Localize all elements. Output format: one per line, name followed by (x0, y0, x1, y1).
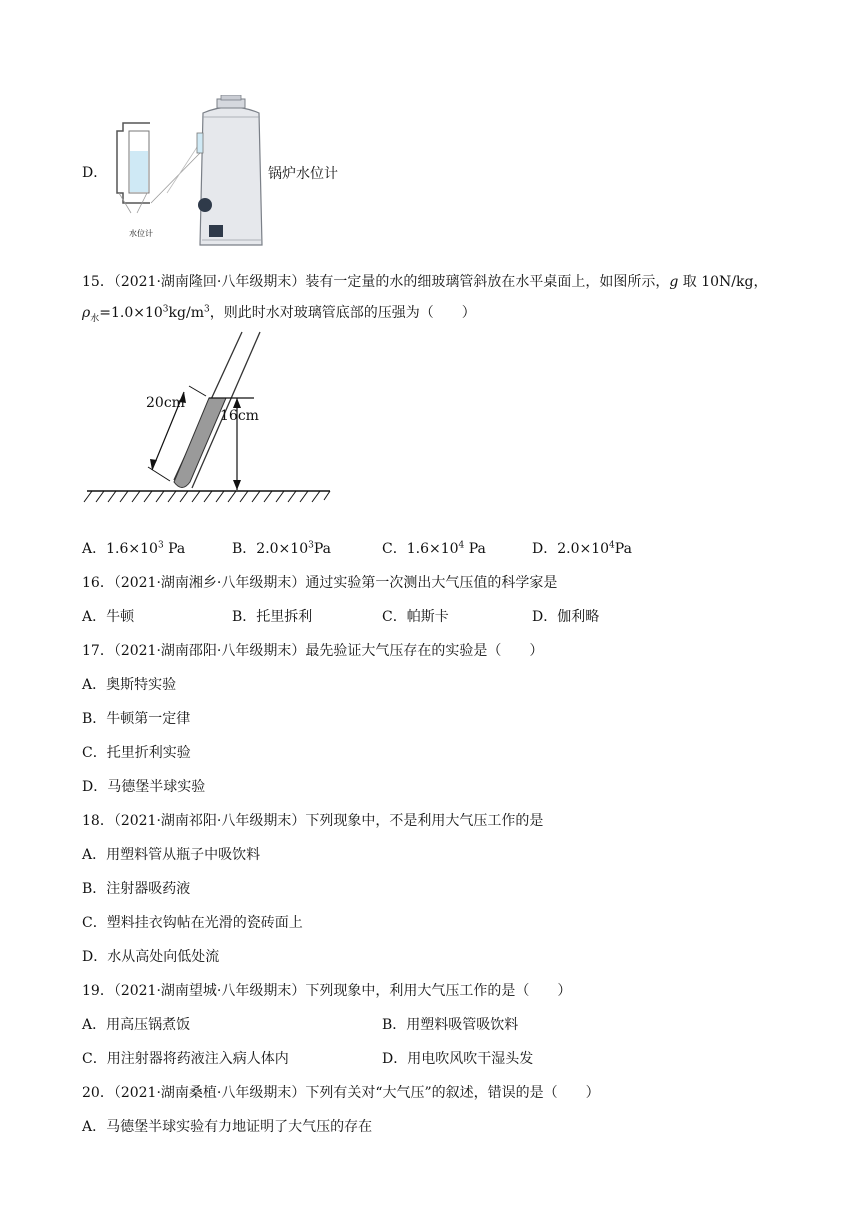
q15-stem-tail: 取 10N/kg， (678, 274, 768, 290)
rho-value: =1.0×10 (99, 305, 163, 321)
rho-exp: 3 (162, 304, 169, 315)
q18-option-c: C．塑料挂衣钩帖在光滑的瓷砖面上 (82, 915, 303, 931)
q18-option-a: A．用塑料管从瓶子中吸饮料 (82, 847, 261, 863)
option-unit: Pa (614, 541, 632, 557)
q19-option-d: D．用电吹风吹干湿头发 (382, 1051, 534, 1067)
q15-stem-line2 (82, 304, 476, 322)
q15-stem-text: 15．（2021·湖南隆回·八年级期末）装有一定量的水的细玻璃管斜放在水平桌面上，如图所示， (82, 274, 670, 290)
q20-option-a: A．马德堡半球实验有力地证明了大气压的存在 (82, 1119, 373, 1135)
gauge-label: 水位计 (129, 229, 153, 238)
q15-stem-line2-tail: ，则此时水对玻璃管底部的压强为（ ） (209, 305, 476, 321)
q15-stem-line1 (82, 273, 767, 291)
option-unit: Pa (163, 541, 186, 557)
option-label: B． (232, 541, 257, 557)
q15-option-c (382, 540, 486, 558)
q16-option-b: B．托里拆利 (232, 609, 313, 625)
q17-stem: 17．（2021·湖南邵阳·八年级期末）最先验证大气压存在的实验是（ ） (82, 643, 544, 659)
q16-option-a: A．牛顿 (82, 609, 135, 625)
option-mantissa: 2.0×10 (256, 541, 309, 557)
option-mantissa: 2.0×10 (557, 541, 610, 557)
option-exp: 3 (157, 540, 164, 551)
rho-unit-exp: 3 (203, 304, 210, 315)
q16-option-c: C．帕斯卡 (382, 609, 449, 625)
option-label: C． (382, 541, 407, 557)
rho-symbol: ρ (82, 305, 91, 321)
q15-option-b (232, 540, 331, 558)
q19-stem: 19．（2021·湖南望城·八年级期末）下列现象中，利用大气压工作的是（ ） (82, 983, 572, 999)
option-mantissa: 1.6×10 (106, 541, 158, 557)
q17-option-b: B．牛顿第一定律 (82, 711, 191, 727)
q20-stem: 20．（2021·湖南桑植·八年级期末）下列有关对“大气压”的叙述，错误的是（ ） (82, 1085, 600, 1101)
option-label: A． (82, 541, 107, 557)
option-mantissa: 1.6×10 (406, 541, 459, 557)
rho-sub: 水 (90, 313, 100, 324)
option-exp: 3 (308, 540, 314, 551)
q17-option-a: A．奥斯特实验 (82, 677, 177, 693)
boiler-caption: 锅炉水位计 (268, 166, 338, 182)
option-exp: 4 (458, 540, 465, 551)
g-symbol: g (669, 274, 679, 290)
q19-option-b: B．用塑料吸管吸饮料 (382, 1017, 519, 1033)
figure-height-label: 16cm (220, 408, 259, 424)
q14-option-d-label: D． (82, 165, 108, 181)
q15-option-a (82, 540, 185, 558)
option-unit: Pa (464, 541, 486, 557)
q18-option-d: D．水从高处向低处流 (82, 949, 220, 965)
boiler-water-gauge-figure (105, 95, 270, 250)
q18-option-b: B．注射器吸药液 (82, 881, 191, 897)
q16-stem: 16．（2021·湖南湘乡·八年级期末）通过实验第一次测出大气压值的科学家是 (82, 575, 558, 591)
q17-option-c: C．托里折利实验 (82, 745, 191, 761)
q16-option-d: D．伽利略 (532, 609, 600, 625)
q19-option-a: A．用高压锅煮饭 (82, 1017, 191, 1033)
option-label: D． (532, 541, 558, 557)
rho-unit: kg/m (168, 305, 204, 321)
option-unit: Pa (313, 541, 331, 557)
tilted-tube-figure (82, 330, 342, 510)
q15-option-d (532, 540, 632, 558)
q19-option-c: C．用注射器将药液注入病人体内 (82, 1051, 289, 1067)
q17-option-d: D．马德堡半球实验 (82, 779, 206, 795)
q18-stem: 18．（2021·湖南祁阳·八年级期末）下列现象中，不是利用大气压工作的是 (82, 813, 544, 829)
figure-length-label: 20cm (146, 395, 185, 411)
option-exp: 4 (609, 540, 615, 551)
